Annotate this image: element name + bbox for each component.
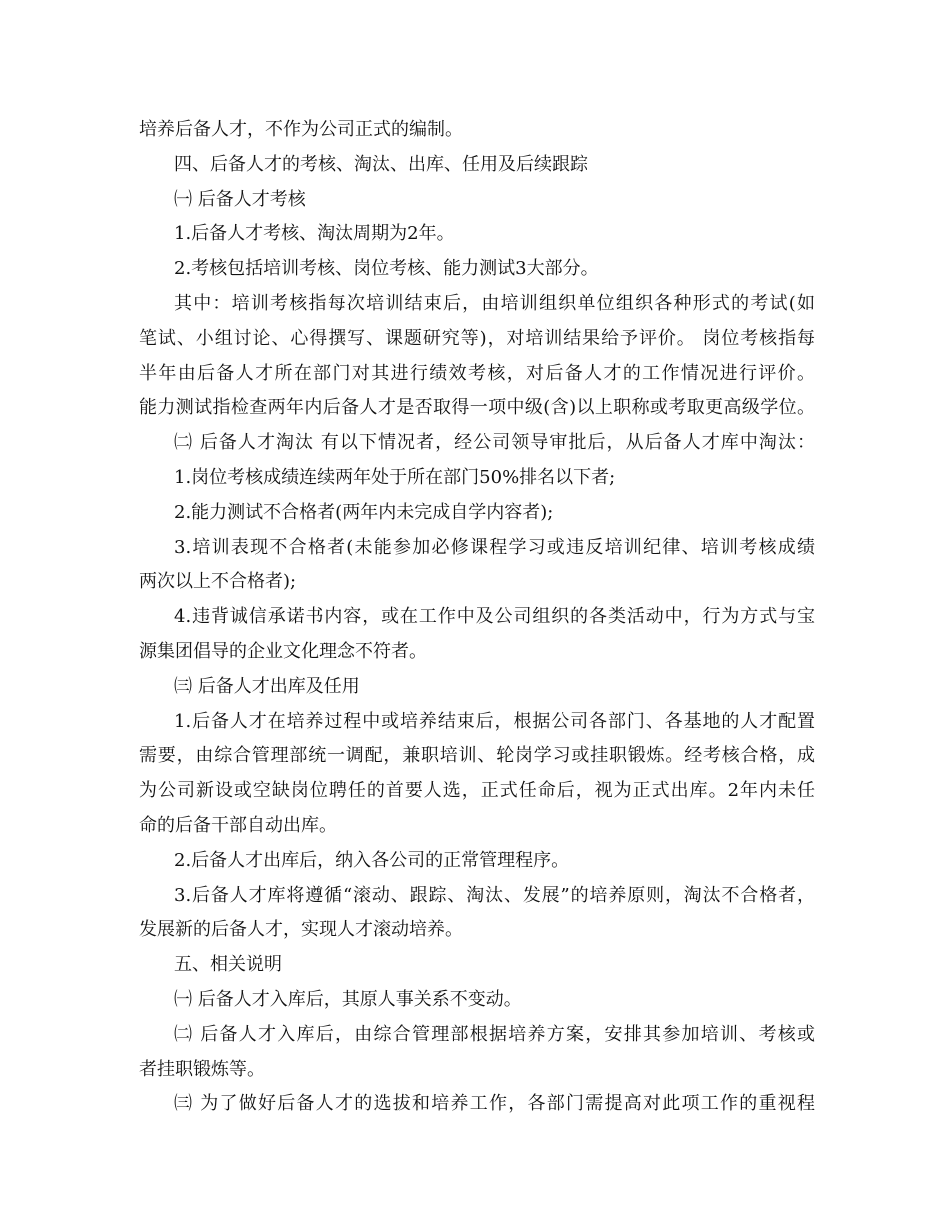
text-line: 需要，由综合管理部统一调配，兼职培训、轮岗学习或挂职锻炼。经考核合格，成 bbox=[139, 745, 815, 767]
text-line: 3.培训表现不合格者(未能参加必修课程学习或违反培训纪律、培训考核成绩 bbox=[174, 536, 815, 558]
document-body bbox=[139, 113, 815, 1122]
text-line: 命的后备干部自动出库。 bbox=[139, 814, 337, 836]
section-heading: 五、相关说明 bbox=[174, 954, 282, 976]
subsection-heading: ㈢ 后备人才出库及任用 bbox=[174, 675, 360, 697]
subsection-heading: ㈡ 后备人才入库后，由综合管理部根据培养方案，安排其参加培训、考核或 bbox=[174, 1023, 815, 1045]
text-line: 2.能力测试不合格者(两年内未完成自学内容者); bbox=[174, 501, 554, 523]
text-line: 者挂职锻炼等。 bbox=[139, 1058, 265, 1080]
text-line: 源集团倡导的企业文化理念不符者。 bbox=[139, 640, 427, 662]
subsection-heading: ㈠ 后备人才考核 bbox=[174, 188, 306, 210]
subsection-heading: ㈢ 为了做好后备人才的选拔和培养工作，各部门需提高对此项工作的重视程 bbox=[174, 1093, 815, 1115]
text-line: 1.岗位考核成绩连续两年处于所在部门50%排名以下者; bbox=[174, 466, 616, 488]
text-line: 能力测试指检查两年内后备人才是否取得一项中级(含)以上职称或考取更高级学位。 bbox=[139, 397, 815, 419]
text-line: 发展新的后备人才，实现人才滚动培养。 bbox=[139, 919, 463, 941]
text-line: 2.考核包括培训考核、岗位考核、能力测试3大部分。 bbox=[174, 258, 599, 280]
text-line: 为公司新设或空缺岗位聘任的首要人选，正式任命后，视为正式出库。2年内未任 bbox=[139, 780, 815, 802]
text-line: 培养后备人才，不作为公司正式的编制。 bbox=[139, 119, 463, 140]
text-line: 1.后备人才在培养过程中或培养结束后，根据公司各部门、各基地的人才配置 bbox=[174, 710, 815, 732]
text-line: 4.违背诚信承诺书内容，或在工作中及公司组织的各类活动中，行为方式与宝 bbox=[174, 606, 815, 628]
text-line: 半年由后备人才所在部门对其进行绩效考核，对后备人才的工作情况进行评价。 bbox=[139, 362, 815, 384]
section-heading: 四、后备人才的考核、淘汰、出库、任用及后续跟踪 bbox=[174, 153, 588, 175]
subsection-heading: ㈡ 后备人才淘汰 有以下情况者，经公司领导审批后，从后备人才库中淘汰： bbox=[174, 432, 815, 454]
text-line: 其中：培训考核指每次培训结束后，由培训组织单位组织各种形式的考试(如 bbox=[174, 292, 815, 314]
text-line: 3.后备人才库将遵循“滚动、跟踪、淘汰、发展”的培养原则，淘汰不合格者， bbox=[174, 884, 815, 906]
text-line: 1.后备人才考核、淘汰周期为2年。 bbox=[174, 223, 455, 245]
text-line: 笔试、小组讨论、心得撰写、课题研究等)，对培训结果给予评价。 岗位考核指每 bbox=[139, 327, 815, 349]
subsection-heading: ㈠ 后备人才入库后，其原人事关系不变动。 bbox=[174, 988, 522, 1010]
text-line: 2.后备人才出库后，纳入各公司的正常管理程序。 bbox=[174, 849, 570, 871]
text-line: 两次以上不合格者); bbox=[139, 571, 297, 593]
